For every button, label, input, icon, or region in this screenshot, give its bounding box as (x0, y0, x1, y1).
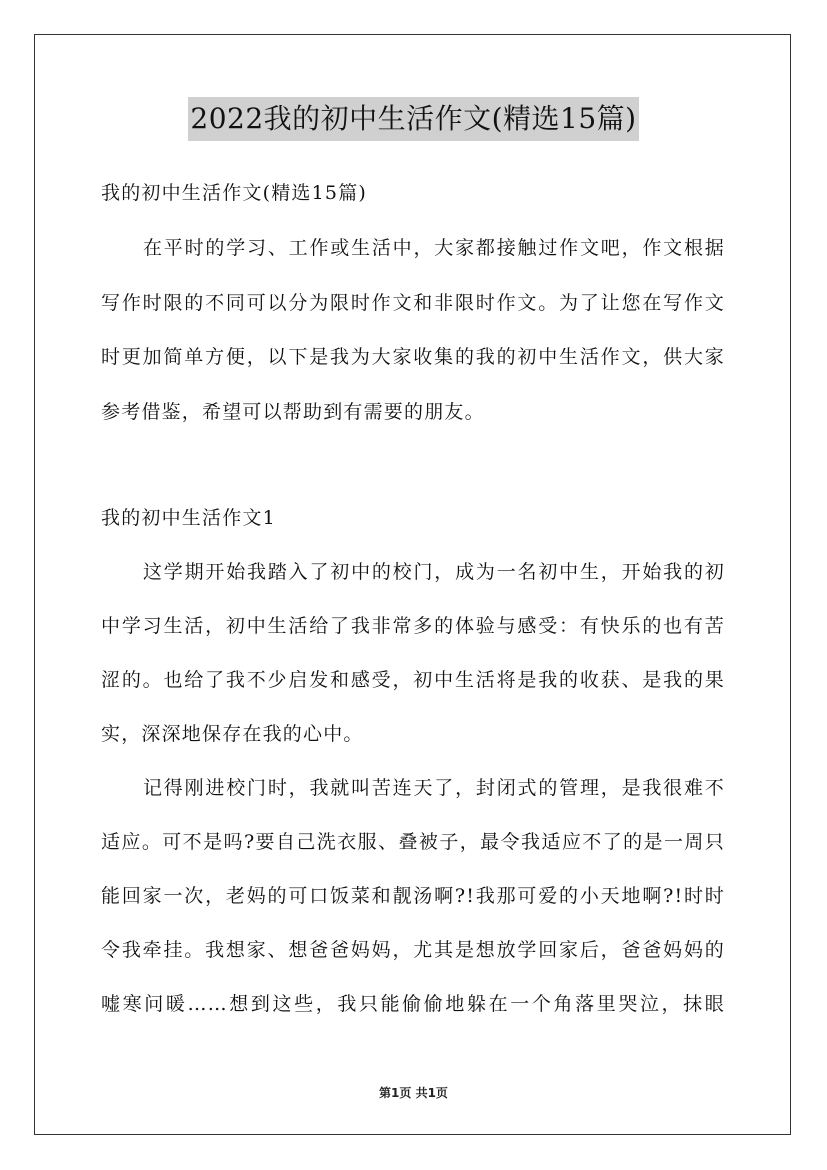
section-heading: 我的初中生活作文1 (101, 507, 276, 529)
para1-line-3: 涩的。也给了我不少启发和感受，初中生活将是我的收获、是我的果 (101, 669, 725, 691)
para1-line-4: 实，深深地保存在我的心中。 (101, 723, 364, 745)
para2-line-1: 记得刚进校门时，我就叫苦连天了，封闭式的管理，是我很难不 (143, 777, 725, 799)
intro-line-3: 时更加简单方便，以下是我为大家收集的我的初中生活作文，供大家 (101, 346, 725, 368)
document-subtitle: 我的初中生活作文(精选15篇) (101, 182, 368, 204)
para2-line-2: 适应。可不是吗?要自己洗衣服、叠被子，最令我适应不了的是一周只 (101, 831, 725, 853)
para2-line-5: 嘘寒问暖……想到这些，我只能偷偷地躲在一个角落里哭泣，抹眼 (101, 993, 725, 1015)
intro-line-4: 参考借鉴，希望可以帮助到有需要的朋友。 (101, 401, 485, 423)
intro-line-2: 写作时限的不同可以分为限时作文和非限时作文。为了让您在写作文 (101, 292, 725, 314)
title-wrap (0, 97, 827, 141)
document-title: 2022我的初中生活作文(精选15篇) (188, 97, 638, 141)
para2-line-3: 能回家一次，老妈的可口饭菜和靓汤啊?!我那可爱的小天地啊?!时时 (101, 885, 725, 907)
intro-line-1: 在平时的学习、工作或生活中，大家都接触过作文吧，作文根据 (143, 237, 725, 259)
para1-line-1: 这学期开始我踏入了初中的校门，成为一名初中生，开始我的初 (143, 561, 725, 583)
page-footer: 第1页 共1页 (379, 1086, 448, 1100)
para2-line-4: 令我牵挂。我想家、想爸爸妈妈，尤其是想放学回家后，爸爸妈妈的 (101, 939, 725, 961)
para1-line-2: 中学习生活，初中生活给了我非常多的体验与感受：有快乐的也有苦 (101, 615, 725, 637)
